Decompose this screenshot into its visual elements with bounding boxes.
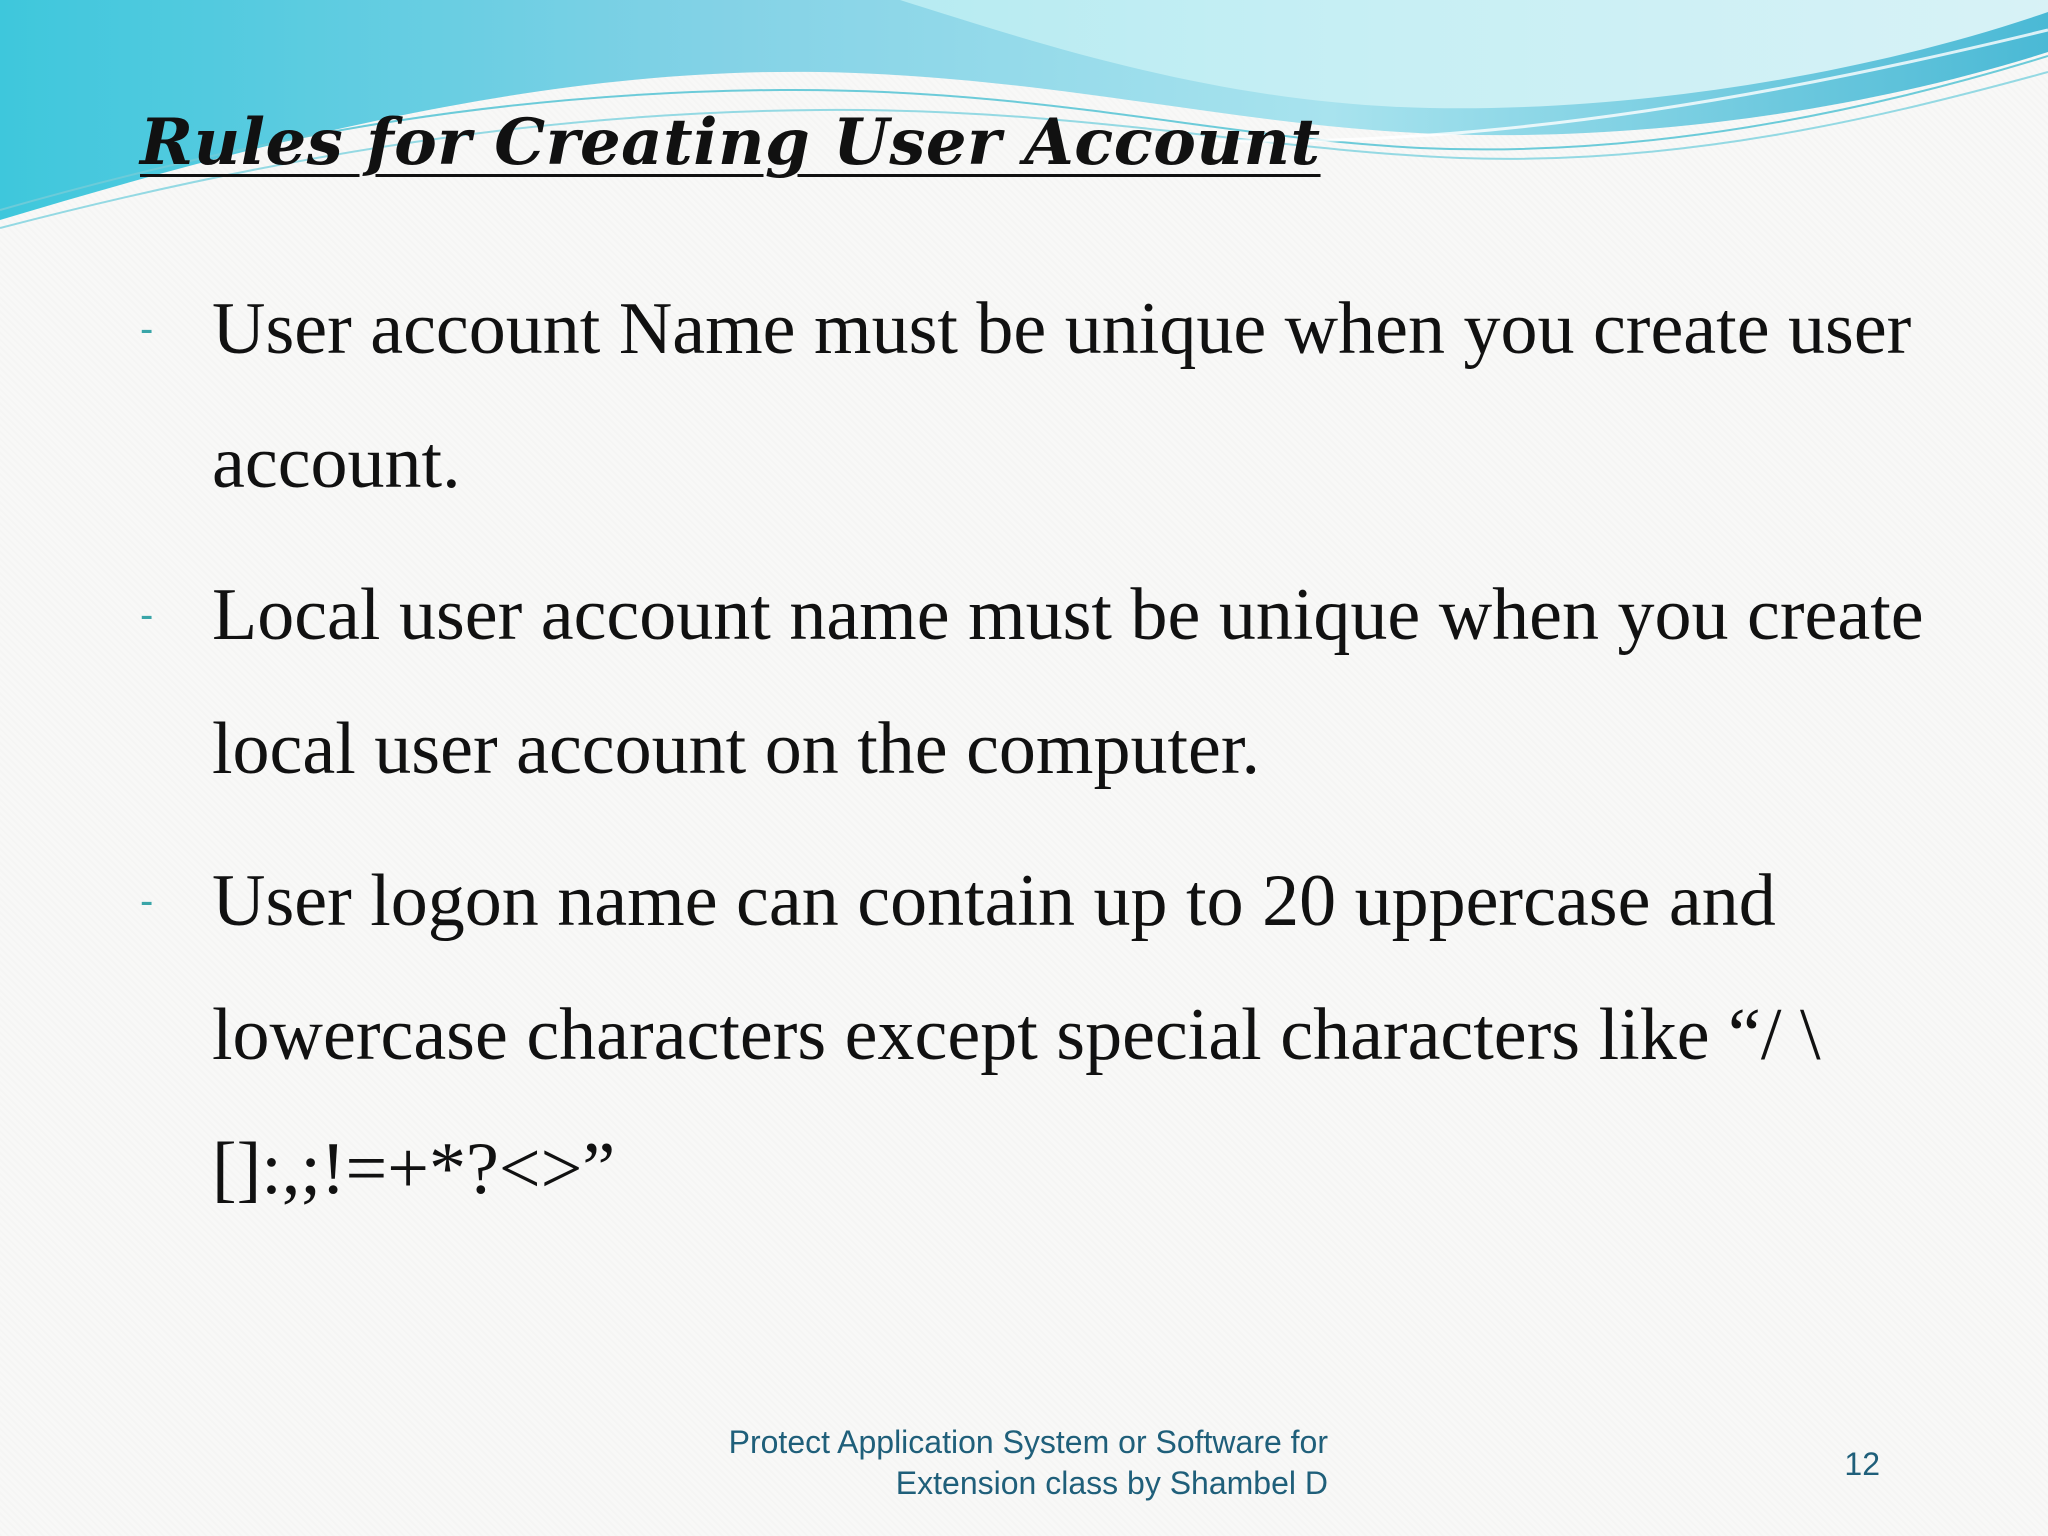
bullet-item [140,548,2040,816]
page-number: 12 [1844,1446,1880,1482]
bullet-marker: - [140,307,154,351]
bullet-text: Local user account name must be unique when you create local user account on the computer. [212,574,1924,790]
bullet-list [140,262,2040,1236]
bullet-text: User account Name must be unique when you create user account. [212,288,1912,504]
bullet-text: User logon name can contain up to 20 uppercase and lowercase characters except special characters like “/ \[]:,;!=+*?<>” [212,860,1821,1210]
bullet-marker: - [140,593,154,637]
slide-title: Rules for Creating User Account [140,105,1321,180]
footer-line: Extension class by Shambel D [895,1465,1328,1501]
footer-line: Protect Application System or Software for [728,1424,1328,1460]
slide-footer [729,1422,1328,1504]
bullet-item [140,834,2040,1236]
bullet-marker: - [140,879,154,923]
bullet-item [140,262,2040,530]
